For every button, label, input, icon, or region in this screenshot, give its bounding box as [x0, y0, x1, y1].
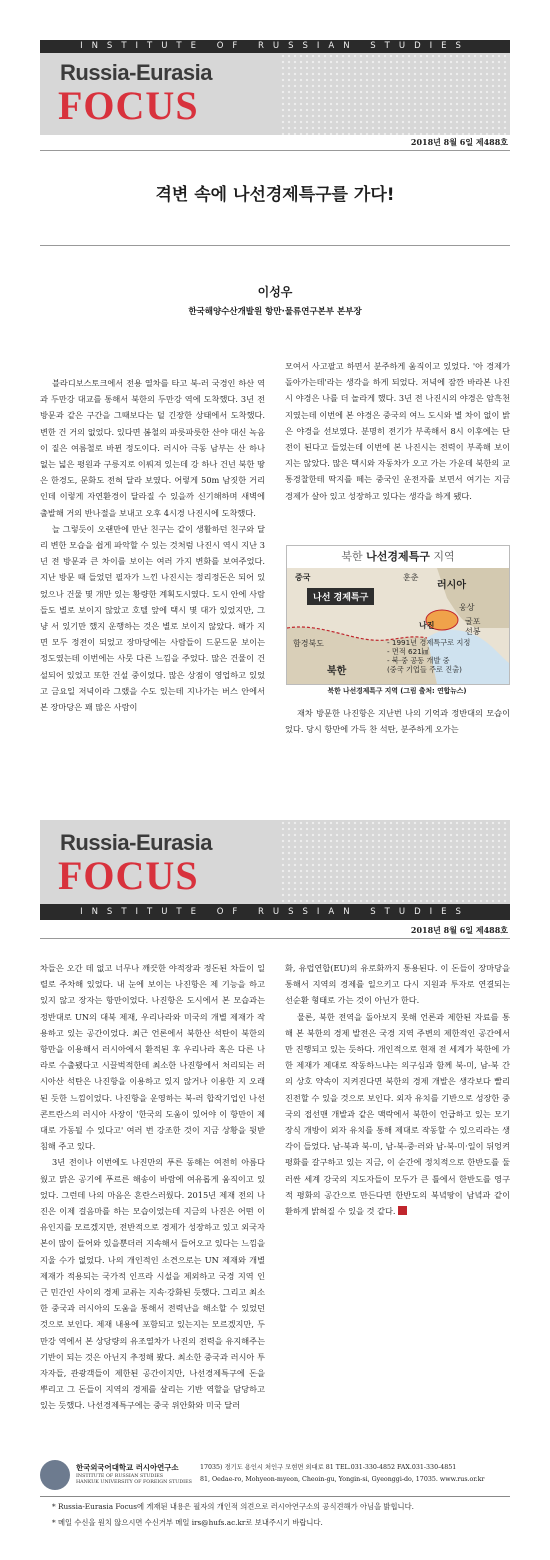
body-column-right-bottom — [285, 705, 510, 737]
article-title: 격변 속에 나선경제특구를 가다! — [155, 185, 395, 205]
paragraph: 차들은 오간 데 없고 너무나 깨끗한 야적장과 정돈된 차들이 일렬로 주차해 있었다. 내 눈에 보이는 나진항은 제 기능을 하고 있지 않고 장자는 항만이었다. 나진항은 도시에서 본 모습과는 정반대로 UN의 대북 제재, 우리나라와 미국의 개별 제재가 작용하고 있는 공간이었다. 최근 언론에서 북한산 석탄이 북한의 항만을 이용해서 러시아에서 환적된 후 우리나라 혹은 다른 나라로 수출됐다고 시끌벅적한데 최소한 나진항에서 처리되는 러시아산 석탄은 나진항을 이용하고 있지 않거나 이용한 지 오래된 듯한 느낌이었다. 나진항을 운영하는 북-러 합작기업인 나선콘트란스의 러시아 사장이 '한국의 도움이 있어야 이 항만이 제대로 가동될 수 있다고' 여러 번 강조한 것이 지금 상황을 뒷받침해 주고 있다. — [40, 963, 265, 1152]
map-label-sonbong: 선봉 — [465, 627, 481, 636]
issue-dateline: 2018년 8월 6일 제488호 — [410, 137, 508, 147]
paragraph: 물론, 북한 전역을 돌아보지 못해 언론과 제한된 자료를 통해 본 북한의 경제 발전은 국경 지역 주변의 제한적인 공간에서만 진행되고 있는 듯하다. 개인적으로 현재 전 세계가 북한에 가한 제재가 제대로 작동하느냐는 의구심과 함께 북-미, 남-북 간의 상호 약속이 지켜진다면 북한의 경제 개발은 생각보다 빨리 진전할 수 있을 것으로 보인다. 외자 유치를 기반으로 성장한 중국의 접선맨 개발과 같은 맥락에서 북한이 언급하고 있는 모기장식 개방이 외자 유치를 통해 제대로 작동할 수 있으리라는 생각이 들었다. 남-북과 북-미, 남-북-중·러와 남-북-미·일이 뒤엉켜 평화를 갈구하고 있는 지금, 이 순간에 정치적으로 한반도를 둘러싼 세계 강국의 지도자들이 모두가 큰 틀에서 한반도를 영구적 평화의 공간으로 만든다면 한반도의 북녘땅이 남녘과 같이 환하게 밝혀질 수 있을 것 같다. — [285, 1011, 510, 1217]
map-label-hamgyong: 함경북도 — [293, 639, 324, 648]
map-label-russia: 러시아 — [437, 580, 466, 591]
footer-divider — [40, 1496, 510, 1497]
divider — [40, 245, 510, 246]
header-banner — [40, 40, 510, 135]
map-label-ungsang: 웅상 — [459, 603, 475, 612]
brand-top: Russia-Eurasia — [60, 60, 212, 85]
banner-map-pattern — [280, 53, 510, 135]
brand-top: Russia-Eurasia — [60, 830, 212, 855]
issue-dateline: 2018년 8월 6일 제488호 — [410, 925, 508, 935]
map-tag: 나선 경제특구 — [307, 588, 374, 605]
paragraph: 블라디보스토크에서 전용 열차를 타고 북-러 국경인 하산 역과 두만강 대교를 통해서 북한의 두만강 역에 도착했다. 3년 전 방문과 같은 구간을 그때보다는 덜 긴장한 상태에서 도착했다. 변한 건 거의 없었다. 있다면 봄철의 파릇파릇한 산야 대신 녹음이 짙은 여름철로 바뀐 정도이다. 러시아 극동 남부는 산 하나 없는 넓은 평원과 구릉지로 이뤄져 있는데 강 하나 건넌 북한 땅은 한경도, 문화도 전혀 달라 보였다. 어렇게 50m 남짓한 거리인데 이렇게 자연환경이 달라질 수 있을까 신기해하며 새벽에 출발해 거의 반나절을 보내고 오후 4시경 나진시에 도착했다. — [40, 378, 265, 518]
map-label-north-korea: 북한 — [327, 666, 347, 677]
divider — [40, 938, 510, 939]
paragraph: 늘 그렇듯이 오랜만에 만난 친구는 같이 생활하던 친구와 달리 변한 모습을 쉽게 파악할 수 있는 것처럼 나진시 역시 지난 3년 전 방문과 큰 차이를 보이는 여러 가지 변화를 보여주었다. 지난 방문 때 들었던 필자가 느낀 나진시는 정리정돈은 되어 있었으나 건물 몇 개만 있는 황량한 계획도시였다. 도시 안에 사람들도 별로 보이지 않았고 호텔 앞에 택시 몇 대가 있었지만, 그냥 서 있기만 했지 운행하는 것은 별로 보이지 않았다. 해가 지면 모두 정전이 되었고 장마당에는 사람들이 드문드문 보이는 정도였는데 이번에는 사뭇 다른 느낌을 주었다. 많은 건물이 건설되어 있었고 또한 건설 중이었다. 많은 상점이 영업하고 있었고 금요일 저녁이라 그랬을 수도 있는데 지나가는 버스 안에서 본 장마당은 꽤 많은 사람이 — [40, 523, 265, 713]
brand-focus: FOCUS — [58, 853, 199, 898]
paragraph: 화, 유럽연합(EU)의 유로화까지 통용된다. 이 돈들이 장마당을 통해서 지역의 경제를 일으키고 다시 지원과 투자로 연결되는 선순환 형태로 가는 것이 아닌가 한다. — [285, 963, 510, 1006]
page-2 — [0, 780, 550, 1560]
map-caption: 북한 나선경제특구 지역 (그림 출처: 연합뉴스) — [327, 687, 467, 695]
paragraph: 재차 방문한 나진항은 지난번 나의 기억과 정반대의 모습이었다. 당시 항만에 가득 찬 석탄, 분주하게 오가는 — [285, 708, 510, 735]
author-name: 이성우 — [257, 285, 293, 299]
body-column-right-top — [285, 358, 510, 504]
map-title: 북한 나선경제특구 지역 — [287, 546, 509, 568]
institute-address-en: 81, Oedae-ro, Mohyeon-myeon, Cheoin-gu, Yongin-si, Gyeonggi-do, 17035. www.rus.or.kr — [200, 1476, 485, 1483]
map-label-najin: 나진 — [419, 621, 435, 630]
map-label-gulpo: 굴포 — [465, 617, 481, 626]
institute-emblem-icon — [40, 1460, 70, 1490]
page-separator — [0, 760, 550, 780]
paragraph: 3년 전이나 이번에도 나진만의 푸른 동해는 여전히 아름다웠고 맑은 공기에 푸르른 해송이 바람에 여유롭게 움직이고 있었다. 그런데 나의 마음은 혼란스러웠다. 2015년 제재 전의 나진은 이제 걸음마를 하는 모습이었는데 지금의 나진은 어떤 이유인지를 모르겠지만, 전반적으로 경제가 성장하고 있고 외국자본이 많이 들어와 있을뿐더러 지속해서 들어오고 있다는 느낌을 지울 수가 없었다. 나의 개인적인 소견으로는 UN 제재와 개별 제재가 적용되는 국가적 인프라 시설을 제외하고 국경 지역 인근 민간인 사이의 경제 교류는 지속·강화된 듯했다. 그리고 최소한 중국과 러시아의 도움을 통해서 전력난을 해소할 수 있었던 것으로 보인다. 제재 내용에 포함되고 있는지는 모르겠지만, 두만강 역에서 본 상당량의 유조열차가 나진의 전력을 유지해주는 기반이 되는 것은 아닌지 추정해 봤다. 최소한 중국과 러시아 투자자들, 관광객들이 제한된 공간이지만, 나선경제특구에 돈을 뿌리고 그 돈들이 지역의 경제를 살리는 기반 역할을 담당하고 있는 듯했다. 나선경제특구에는 중국 위안화와 미국 달러 — [40, 1157, 265, 1411]
institute-name-en: INSTITUTE OF RUSSIAN STUDIES HANKUK UNIVERSITY OF FOREIGN STUDIES — [76, 1474, 192, 1485]
unsubscribe-note: * 메일 수신을 원치 않으시면 수신거부 메일 irs@hufs.ac.kr로 보내주시기 바랍니다. — [52, 1518, 323, 1527]
divider — [40, 150, 510, 151]
paragraph: 모여서 사고팔고 하면서 분주하게 움직이고 있었다. '아 경제가 돌아가는데'라는 생각을 하게 되었다. 저녁에 잠깐 바라본 나진시 야경은 나를 더 놀라게 했다. 3년 전 나진시의 야경은 암흑천지였는데 이번에 본 야경은 중국의 여느 도시와 별 차이 없이 밝은 야경을 선보였다. 분명히 전기가 부족해서 8시 이후에는 단전이 된다고 들었는데 이번에 본 나진시는 전력이 부족해 보이지는 않았다. 많은 택시와 자동차가 오고 가는 가운데 북한의 교통경찰한테 딱지를 떼는 중국인 운전자를 보면서 여기는 지금 경제가 살아 있고 성장하고 있다는 생각을 하게 됐다. — [285, 361, 510, 501]
banner-strip: INSTITUTE OF RUSSIAN STUDIES — [40, 40, 510, 53]
map-info: - 1991년 경제특구로 지정 - 면적 621㎢ - 북·중 공동 개발 중 (중국 기업들 주로 진출) — [387, 638, 471, 674]
author-affiliation: 한국해양수산개발원 항만·물류연구본부 본부장 — [188, 307, 362, 317]
banner-map-pattern — [280, 820, 510, 904]
body-column-left — [40, 375, 265, 715]
map-label-china: 중국 — [295, 573, 311, 582]
banner-strip: INSTITUTE OF RUSSIAN STUDIES — [40, 904, 510, 920]
body-column-right — [285, 960, 510, 1219]
body-column-left — [40, 960, 265, 1414]
end-mark-icon — [398, 1206, 407, 1215]
brand-focus: FOCUS — [58, 83, 199, 128]
page-1 — [0, 0, 550, 760]
map-figure — [286, 545, 510, 685]
institute-name-kr: 한국외국어대학교 러시아연구소 — [76, 1463, 179, 1472]
institute-address-kr: 17035) 경기도 용인시 처인구 모현면 외대로 81 TEL.031-330-4852 FAX.031-330-4851 — [200, 1464, 457, 1471]
disclaimer-note: * Russia-Eurasia Focus에 게재된 내용은 필자의 개인적 의견으로 러시아연구소의 공식견해가 아님을 밝힙니다. — [52, 1502, 414, 1511]
map-label-hunchun: 훈춘 — [403, 573, 419, 582]
header-banner — [40, 820, 510, 920]
